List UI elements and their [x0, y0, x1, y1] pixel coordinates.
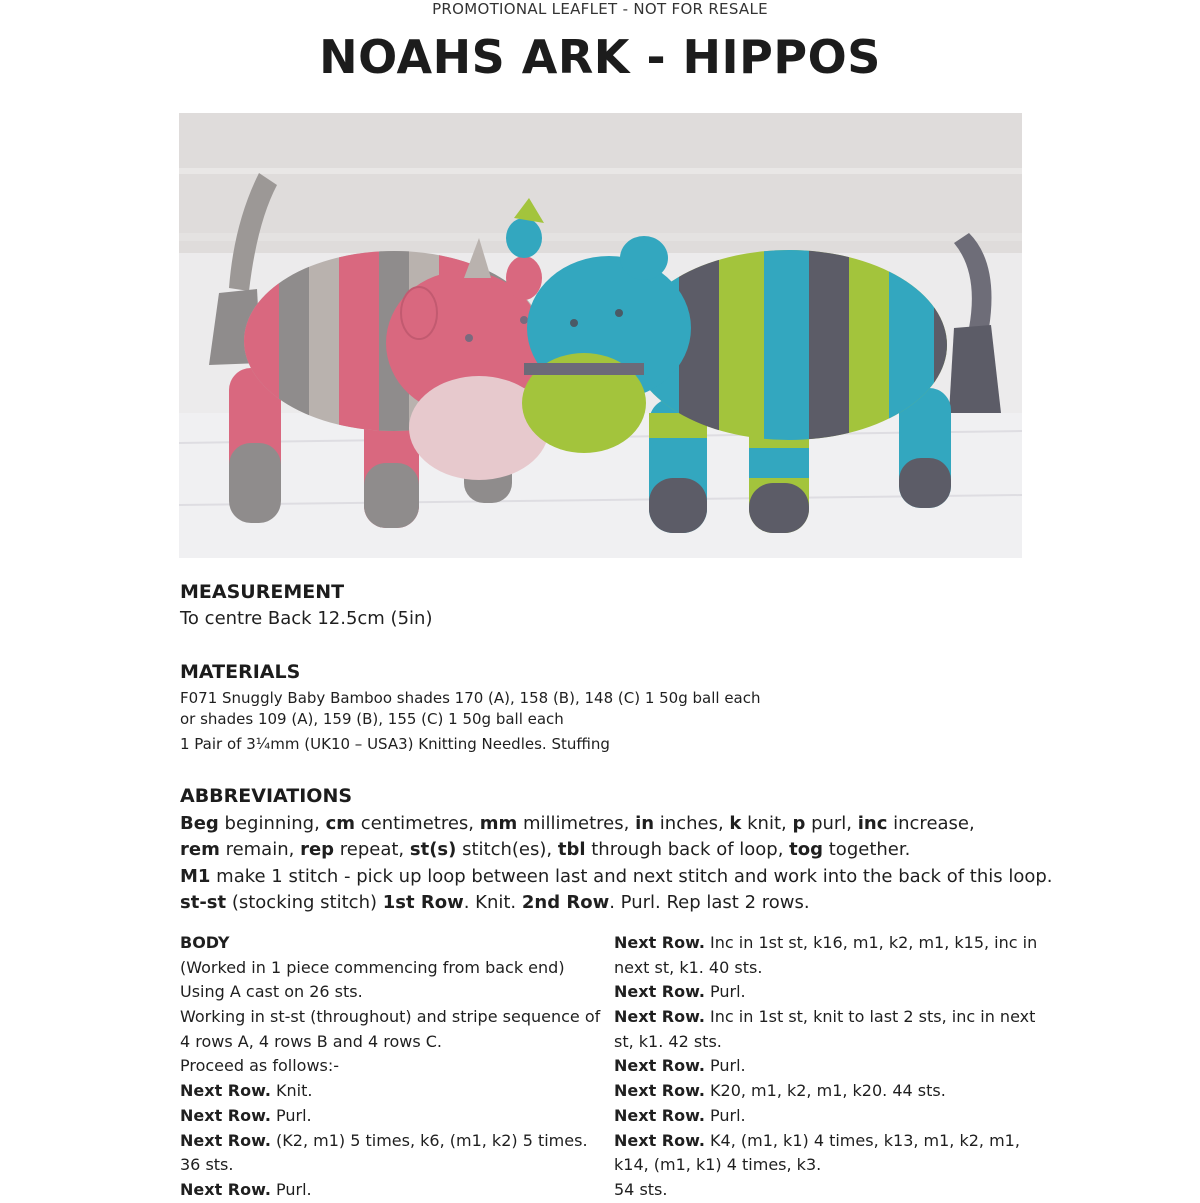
bold-term: Next Row. — [614, 1056, 705, 1076]
bold-term: Next Row. — [614, 1081, 705, 1101]
bold-term: mm — [479, 813, 518, 834]
term-text: (K2, m1) 5 times, k6, (m1, k2) 5 times. — [270, 1130, 588, 1150]
body-instructions-left — [180, 931, 600, 1203]
materials-line-3: 1 Pair of 3¼mm (UK10 – USA3) Knitting Needles. Stuffing — [180, 735, 610, 753]
bold-term: Next Row. — [614, 1105, 705, 1125]
instruction-line — [180, 1005, 600, 1030]
instruction-line — [180, 1178, 600, 1203]
promo-notice: PROMOTIONAL LEAFLET - NOT FOR RESALE — [432, 0, 768, 18]
bold-term: Next Row. — [180, 1179, 271, 1199]
term-text: remain, — [219, 839, 301, 860]
term-text: through back of loop, — [585, 839, 790, 860]
term-text: (Worked in 1 piece commencing from back end) — [180, 957, 565, 977]
body-instructions-right — [614, 931, 1037, 1203]
abbreviations-line-3 — [180, 866, 1053, 887]
term-text: Working in st-st (throughout) and stripe sequence of — [180, 1007, 601, 1027]
bold-term: 1st Row — [382, 892, 464, 913]
bold-term: p — [792, 813, 806, 834]
instruction-line — [180, 1079, 600, 1104]
bold-term: rep — [300, 839, 335, 860]
bold-term: 2nd Row — [521, 892, 610, 913]
term-text: increase, — [887, 813, 975, 834]
term-text: . Knit. — [463, 892, 522, 913]
instruction-line — [180, 1030, 600, 1055]
term-text: 36 sts. — [180, 1155, 234, 1175]
term-text: Inc in 1st st, knit to last 2 sts, inc in next — [704, 1007, 1036, 1027]
term-text: K20, m1, k2, m1, k20. 44 sts. — [704, 1081, 946, 1101]
bold-term: Next Row. — [614, 1007, 705, 1027]
measurement-heading: MEASUREMENT — [180, 581, 345, 603]
term-text: K4, (m1, k1) 4 times, k13, m1, k2, m1, — [704, 1130, 1020, 1150]
term-text: 4 rows A, 4 rows B and 4 rows C. — [180, 1031, 442, 1051]
instruction-line — [614, 1104, 1037, 1129]
term-text: . Purl. Rep last 2 rows. — [609, 892, 810, 913]
bold-term: rem — [180, 839, 220, 860]
term-text: Purl. — [270, 1179, 312, 1199]
bold-term: Next Row. — [180, 1105, 271, 1125]
instruction-line — [614, 980, 1037, 1005]
term-text: Purl. — [704, 982, 746, 1002]
term-text: purl, — [805, 813, 858, 834]
term-text: beginning, — [218, 813, 326, 834]
term-text: knit, — [741, 813, 793, 834]
term-text: make 1 stitch - pick up loop between last and next stitch and work into the back of this loop. — [210, 866, 1053, 887]
materials-line-1: F071 Snuggly Baby Bamboo shades 170 (A), 158 (B), 148 (C) 1 50g ball each — [180, 689, 761, 707]
bold-term: k — [729, 813, 742, 834]
bold-term: M1 — [180, 866, 211, 887]
term-text: Knit. — [270, 1081, 313, 1101]
instruction-line — [180, 1153, 600, 1178]
term-text: Using A cast on 26 sts. — [180, 982, 363, 1002]
term-text: repeat, — [334, 839, 410, 860]
bold-term: Next Row. — [180, 1081, 271, 1101]
instruction-line — [180, 1054, 600, 1079]
instruction-line — [614, 1153, 1037, 1178]
abbreviations-line-1 — [180, 813, 975, 834]
bold-term: st(s) — [409, 839, 457, 860]
page-title: NOAHS ARK - HIPPOS — [319, 30, 881, 84]
instruction-line — [614, 1030, 1037, 1055]
bold-term: cm — [325, 813, 355, 834]
term-text: centimetres, — [355, 813, 480, 834]
bold-term: tog — [789, 839, 824, 860]
measurement-text: To centre Back 12.5cm (5in) — [180, 608, 433, 629]
term-text: together. — [823, 839, 911, 860]
term-text: next st, k1. 40 sts. — [614, 957, 763, 977]
instruction-line — [614, 1005, 1037, 1030]
term-text: stitch(es), — [456, 839, 558, 860]
instruction-line — [614, 1178, 1037, 1203]
instruction-line — [180, 1104, 600, 1129]
materials-heading: MATERIALS — [180, 661, 301, 683]
term-text: Purl. — [704, 1105, 746, 1125]
instruction-line — [180, 1129, 600, 1154]
term-text: Inc in 1st st, k16, m1, k2, m1, k15, inc in — [704, 933, 1038, 952]
term-text: Proceed as follows:- — [180, 1056, 340, 1076]
instruction-line — [180, 956, 600, 981]
bold-term: Beg — [180, 813, 219, 834]
bold-term: inc — [857, 813, 888, 834]
term-text: (stocking stitch) — [226, 892, 383, 913]
instruction-line — [614, 1054, 1037, 1079]
instruction-line — [614, 1079, 1037, 1104]
instruction-line — [614, 931, 1037, 956]
bold-term: BODY — [180, 933, 230, 952]
instruction-line — [614, 956, 1037, 981]
bold-term: Next Row. — [180, 1130, 271, 1150]
term-text: 54 sts. — [614, 1179, 668, 1199]
materials-line-2: or shades 109 (A), 159 (B), 155 (C) 1 50g ball each — [180, 710, 564, 728]
instruction-line — [614, 1129, 1037, 1154]
term-text: st, k1. 42 sts. — [614, 1031, 722, 1051]
bold-term: tbl — [557, 839, 586, 860]
bold-term: Next Row. — [614, 1130, 705, 1150]
abbreviations-heading: ABBREVIATIONS — [180, 785, 353, 807]
term-text: millimetres, — [517, 813, 636, 834]
bold-term: Next Row. — [614, 933, 705, 952]
bold-term: in — [635, 813, 655, 834]
abbreviations-line-4 — [180, 892, 810, 913]
product-photo — [179, 113, 1022, 558]
bold-term: st-st — [180, 892, 227, 913]
term-text: Purl. — [270, 1105, 312, 1125]
instruction-line — [180, 980, 600, 1005]
bold-term: Next Row. — [614, 982, 705, 1002]
abbreviations-line-2 — [180, 839, 910, 860]
term-text: k14, (m1, k1) 4 times, k3. — [614, 1155, 822, 1175]
term-text: inches, — [654, 813, 730, 834]
instruction-line — [180, 931, 600, 956]
knitted-hippos-image — [179, 113, 1022, 558]
term-text: Purl. — [704, 1056, 746, 1076]
